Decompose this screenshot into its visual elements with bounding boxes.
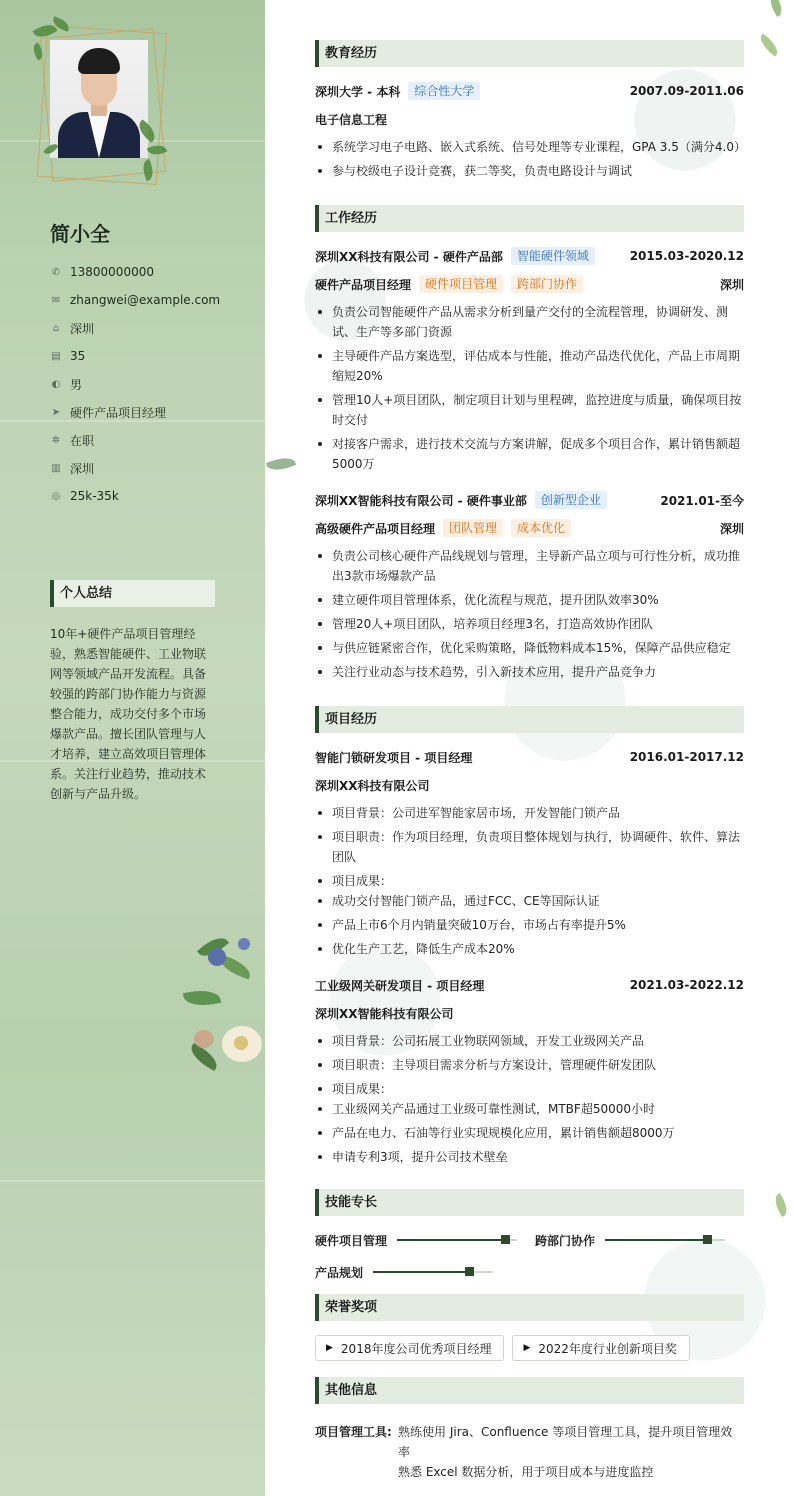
education-bullets [315, 137, 744, 181]
project-date: 2016.01-2017.12 [629, 750, 744, 764]
status-icon: ✲ [51, 434, 61, 446]
job-role-row [315, 274, 744, 294]
info-position: ➤ 硬件产品项目经理 [51, 405, 167, 420]
list-item: 成功交付智能门锁产品，通过FCC、CE等国际认证 [315, 891, 744, 911]
triangle-icon: ▶ [523, 1343, 531, 1353]
info-gender: ◐ 男 [51, 377, 83, 392]
other-line: 熟悉 Excel 数据分析，用于项目成本与进度监控 [398, 1465, 654, 1479]
job-bullets [315, 546, 744, 682]
send-icon: ➤ [51, 406, 61, 418]
info-salary: ◎ 25k-35k [51, 489, 119, 503]
list-item: 产品在电力、石油等行业实现规模化应用，累计销售额超8000万 [315, 1123, 744, 1143]
summary-text: 10年+硬件产品项目管理经验，熟悉智能硬件、工业物联网等领域产品开发流程。具备较强的跨部门协作能力与资源整合能力，成功交付多个市场爆款产品。擅长团队管理与人才培养，建立高效项目管理体系。关注行业趋势，推动技术创新与产品升级。 [50, 627, 207, 801]
list-item: 项目背景：公司进军智能家居市场，开发智能门锁产品 [315, 803, 744, 823]
project-company: 深圳XX科技有限公司 [315, 778, 430, 793]
job-role: 高级硬件产品项目经理 [315, 521, 436, 536]
info-email: ✉ zhangwei@example.com [51, 293, 221, 307]
info-phone: ✆ 13800000000 [51, 265, 154, 279]
skill-knob [501, 1235, 510, 1244]
summary-title: 个人总结 [50, 580, 215, 607]
job-header [315, 490, 744, 510]
list-item: 项目成果： [315, 1079, 744, 1099]
job-header [315, 246, 744, 266]
resume-content [315, 40, 744, 1482]
project-bullets [315, 803, 744, 959]
info-status: ✲ 在职 [51, 433, 95, 448]
list-item: 主导硬件产品方案选型，评估成本与性能，推动产品迭代优化，产品上市周期缩短20% [315, 346, 744, 386]
list-item: 负责公司核心硬件产品线规划与管理，主导新产品立项与可行性分析，成功推出3款市场爆款产品 [315, 546, 744, 586]
other-info [315, 1422, 744, 1482]
list-item: 工业级网关产品通过工业级可靠性测试，MTBF超50000小时 [315, 1099, 744, 1119]
role-tag: 跨部门协作 [511, 275, 583, 293]
flower-decoration [178, 930, 265, 1090]
triangle-icon: ▶ [326, 1343, 333, 1353]
job-city: 深圳 [719, 277, 744, 292]
project-header [315, 975, 744, 995]
list-item: 管理20人+项目团队，培养项目经理3名，打造高效协作团队 [315, 614, 744, 634]
job-date: 2015.03-2020.12 [629, 249, 744, 263]
other-line: 熟练使用 Jira、Confluence 等项目管理工具，提升项目管理效率 [398, 1425, 733, 1459]
home-icon: ⌂ [52, 322, 60, 334]
award-item: ▶ 2018年度公司优秀项目经理 [315, 1335, 504, 1361]
project-date: 2021.03-2022.12 [629, 978, 744, 992]
education-header [315, 81, 744, 101]
list-item: 系统学习电子电路、嵌入式系统、信号处理等专业课程，GPA 3.5（满分4.0） [315, 137, 744, 157]
company-tag: 智能硬件领域 [511, 247, 595, 265]
city-icon: ▥ [51, 462, 61, 474]
avatar-frame [38, 25, 168, 195]
job-date: 2021.01-至今 [660, 493, 744, 508]
skill-item [535, 1230, 725, 1250]
skill-knob [703, 1235, 712, 1244]
avatar [50, 40, 148, 158]
phone-icon: ✆ [51, 266, 61, 278]
company-tag: 创新型企业 [535, 491, 607, 509]
job-role-row [315, 518, 744, 538]
job-city: 深圳 [719, 521, 744, 536]
list-item: 对接客户需求，进行技术交流与方案讲解，促成多个项目合作，累计销售额超5000万 [315, 434, 744, 474]
info-age: ▤ 35 [51, 349, 86, 363]
awards-list [315, 1335, 744, 1361]
skill-bar [397, 1230, 517, 1250]
list-item: 项目背景：公司拓展工业物联网领域，开发工业级网关产品 [315, 1031, 744, 1051]
project-company-row [315, 1003, 744, 1023]
age-icon: ▤ [51, 350, 61, 362]
role-tag: 成本优化 [511, 519, 571, 537]
list-item: 项目成果： [315, 871, 744, 891]
skill-item [315, 1230, 517, 1250]
skill-knob [465, 1267, 474, 1276]
skills-list [315, 1230, 744, 1294]
job-role: 硬件产品项目经理 [315, 277, 412, 292]
company-name: 深圳XX智能科技有限公司 - 硬件事业部 [315, 493, 527, 508]
info-city: ▥ 深圳 [51, 461, 95, 476]
skill-bar [605, 1230, 725, 1250]
list-item: 项目职责：作为项目经理，负责项目整体规划与执行，协调硬件、软件、算法团队 [315, 827, 744, 867]
list-item: 优化生产工艺，降低生产成本20% [315, 939, 744, 959]
skill-name: 硬件项目管理 [315, 1233, 388, 1248]
contact-info-list [50, 258, 220, 510]
list-item: 管理10人+项目团队，制定项目计划与里程碑，监控进度与质量，确保项目按时交付 [315, 390, 744, 430]
gender-icon: ◐ [51, 378, 61, 390]
major-row [315, 109, 744, 129]
project-company-row [315, 775, 744, 795]
skills-title: 技能专长 [315, 1189, 744, 1216]
candidate-name: 简小全 [50, 222, 110, 246]
info-location: ⌂ 深圳 [50, 314, 220, 342]
list-item: 项目职责：主导项目需求分析与方案设计，管理硬件研发团队 [315, 1055, 744, 1075]
project-name: 工业级网关研发项目 - 项目经理 [315, 978, 485, 993]
award-item: ▶ 2022年度行业创新项目奖 [512, 1335, 689, 1361]
education-date: 2007.09-2011.06 [629, 84, 744, 98]
awards-title: 荣誉奖项 [315, 1294, 744, 1321]
skill-name: 跨部门协作 [535, 1233, 596, 1248]
education-title: 教育经历 [315, 40, 744, 67]
other-key: 项目管理工具: [315, 1425, 392, 1439]
role-tag: 团队管理 [443, 519, 503, 537]
list-item: 建立硬件项目管理体系，优化流程与规范，提升团队效率30% [315, 590, 744, 610]
other-title: 其他信息 [315, 1377, 744, 1404]
skill-name: 产品规划 [315, 1265, 364, 1280]
mail-icon: ✉ [51, 294, 61, 306]
list-item: 参与校级电子设计竞赛，获二等奖，负责电路设计与调试 [315, 161, 744, 181]
list-item: 产品上市6个月内销量突破10万台，市场占有率提升5% [315, 915, 744, 935]
work-title: 工作经历 [315, 205, 744, 232]
school-tag: 综合性大学 [408, 82, 480, 100]
skill-bar [373, 1262, 493, 1282]
project-bullets [315, 1031, 744, 1167]
list-item: 负责公司智能硬件产品从需求分析到量产交付的全流程管理，协调研发、测试、生产等多部门资源 [315, 302, 744, 342]
school-name: 深圳大学 - 本科 [315, 84, 401, 99]
project-header [315, 747, 744, 767]
sidebar [0, 0, 265, 1496]
list-item: 关注行业动态与技术趋势，引入新技术应用，提升产品竞争力 [315, 662, 744, 682]
role-tag: 硬件项目管理 [419, 275, 503, 293]
project-company: 深圳XX智能科技有限公司 [315, 1006, 454, 1021]
list-item: 申请专利3项，提升公司技术壁垒 [315, 1147, 744, 1167]
job-bullets [315, 302, 744, 474]
skill-item [315, 1262, 493, 1282]
major: 电子信息工程 [315, 112, 388, 127]
list-item: 与供应链紧密合作，优化采购策略，降低物料成本15%，保障产品供应稳定 [315, 638, 744, 658]
company-name: 深圳XX科技有限公司 - 硬件产品部 [315, 249, 503, 264]
projects-title: 项目经历 [315, 706, 744, 733]
project-name: 智能门锁研发项目 - 项目经理 [315, 750, 473, 765]
salary-icon: ◎ [51, 490, 61, 502]
